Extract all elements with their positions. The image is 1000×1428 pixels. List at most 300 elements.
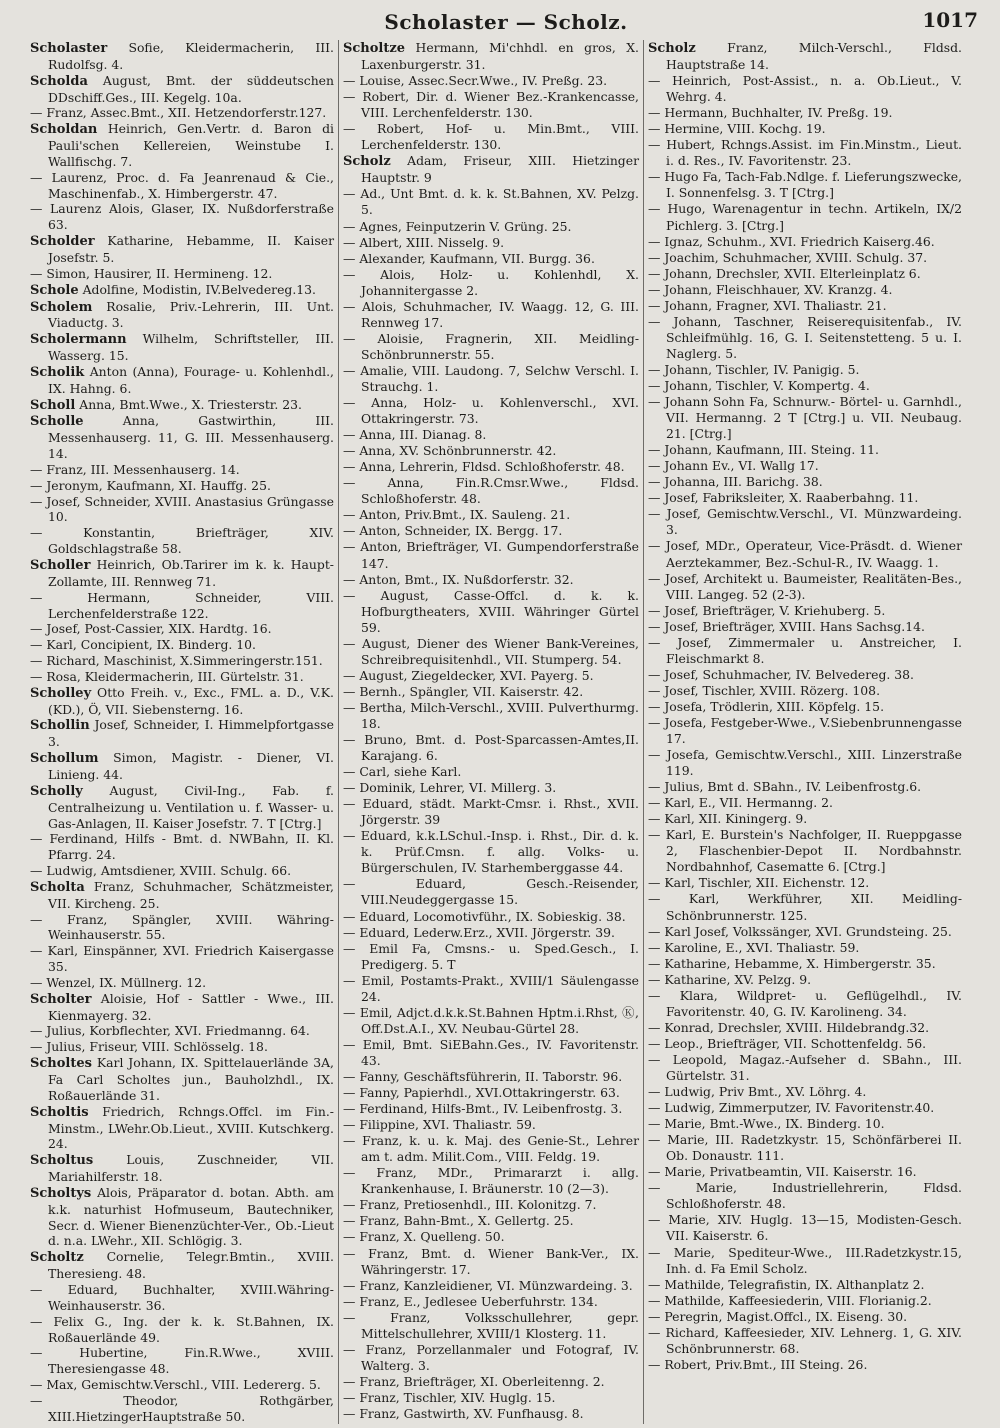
directory-entry xyxy=(648,73,962,105)
directory-entry xyxy=(30,975,334,991)
entry-surname: Scholtys xyxy=(30,1185,92,1201)
directory-entry xyxy=(343,235,639,251)
entry-text: — Klara, Wildpret- u. Geflügelhdl., IV. Favoritenstr. 40, G. IV. Karolineng. 34. xyxy=(648,987,962,1019)
entry-text: — Carl, siehe Karl. xyxy=(343,764,462,780)
directory-entry xyxy=(648,282,962,298)
directory-entry xyxy=(30,201,334,233)
directory-entry xyxy=(343,443,639,459)
directory-entry xyxy=(30,121,334,170)
entry-text: — Joachim, Schuhmacher, XVIII. Schulg. 37. xyxy=(648,249,928,265)
directory-entry xyxy=(648,715,962,747)
entry-text: — Anton, Bmt., IX. Nußdorferstr. 32. xyxy=(343,571,574,587)
directory-entry xyxy=(343,684,639,700)
entry-text: — Josef, Tischler, XVIII. Rözerg. 108. xyxy=(648,682,881,698)
directory-entry xyxy=(648,1277,962,1293)
directory-entry xyxy=(343,1165,639,1197)
directory-entry xyxy=(343,1213,639,1229)
entry-surname: Scholda xyxy=(30,73,88,89)
entry-text: Sofie, Kleidermacherin, III. Rudolfsg. 4. xyxy=(48,40,334,72)
directory-entry xyxy=(30,331,334,364)
column-2 xyxy=(339,40,644,1424)
directory-entry xyxy=(648,1132,962,1164)
directory-entry xyxy=(648,458,962,474)
entry-surname: Scholtus xyxy=(30,1153,94,1169)
entry-text: — Julius, Bmt d. SBahn., IV. Leibenfrostg.6. xyxy=(648,779,922,795)
entry-surname: Scholz xyxy=(648,41,696,56)
directory-entry xyxy=(648,169,962,201)
directory-entry xyxy=(648,1180,962,1212)
directory-entry xyxy=(30,1023,334,1039)
entry-surname: Scholtis xyxy=(30,1104,89,1120)
directory-entry xyxy=(30,282,334,299)
directory-entry xyxy=(343,973,639,1005)
directory-entry xyxy=(648,603,962,619)
entry-text: — Alexander, Kaufmann, VII. Burgg. 36. xyxy=(343,250,595,266)
directory-entry xyxy=(30,1314,334,1346)
directory-entry xyxy=(343,507,639,523)
entry-surname: Scholley xyxy=(30,685,92,701)
entry-text: — Johann, Tischler, IV. Panigig. 5. xyxy=(648,361,860,377)
directory-entry xyxy=(343,1229,639,1245)
entry-surname: Scholem xyxy=(30,299,93,315)
entry-text: — Josef, Zimmermaler u. Anstreicher, I. Fleischmarkt 8. xyxy=(648,634,962,666)
directory-entry xyxy=(30,1249,334,1282)
entry-text: Adam, Friseur, XIII. Hietzinger Hauptstr. 9 xyxy=(361,153,639,186)
entry-surname: Scholder xyxy=(30,234,95,250)
directory-entry xyxy=(30,494,334,526)
entry-text: — Eduard, Gesch.-Reisender, VIII.Neudeggergasse 15. xyxy=(343,876,639,908)
entry-text: — Eduard, k.k.LSchul.-Insp. i. Rhst., Dir. d. k. k. Prüf.Cmsn. f. allg. Volks- u. Bürgerschulen, IV. Starhemberggasse 44. xyxy=(343,828,639,876)
entry-text: — Albert, XIII. Nisselg. 9. xyxy=(343,234,505,250)
entry-text: — Hugo Fa, Tach-Fab.Ndlge. f. Lieferungszwecke, I. Sonnenfelsg. 3. T [Ctrg.] xyxy=(648,169,962,201)
directory-entry xyxy=(30,1055,334,1104)
entry-surname: Schole xyxy=(30,282,79,298)
entry-text: — Anna, XV. Schönbrunnerstr. 42. xyxy=(343,443,557,459)
entry-text: — Josef, Schuhmacher, IV. Belvedereg. 38. xyxy=(648,666,914,682)
entry-text: — Franz, Porzellanmaler und Fotograf, IV. Walterg. 3. xyxy=(343,1341,639,1373)
entry-text: — Franz, Assec.Bmt., XII. Hetzendorferstr.127. xyxy=(30,105,327,121)
entry-surname: Scholl xyxy=(30,397,76,413)
entry-text: — Julius, Friseur, VIII. Schlösselg. 18. xyxy=(30,1039,268,1055)
entry-text: — Johanna, III. Barichg. 38. xyxy=(648,474,823,490)
column-1 xyxy=(26,40,339,1424)
directory-entry xyxy=(343,876,639,908)
directory-entry xyxy=(343,1342,639,1374)
directory-entry xyxy=(30,525,334,557)
entry-text: — Amalie, VIII. Laudong. 7, Selchw Verschl. I. Strauchg. 1. xyxy=(343,362,639,394)
entry-text: — Katharine, XV. Pelzg. 9. xyxy=(648,971,812,987)
directory-entry xyxy=(30,669,334,685)
directory-entry xyxy=(343,1101,639,1117)
entry-text: — Ferdinand, Hilfs - Bmt. d. NWBahn, II. Kl. Pfarrg. 24. xyxy=(30,831,334,863)
directory-entry xyxy=(30,1345,334,1377)
directory-entry xyxy=(648,1084,962,1100)
entry-text: — Johann Sohn Fa, Schnurw.- Börtel- u. Garnhdl., VII. Hermanng. 2 T [Ctrg.] u. VII. Neubaug. 21. [Ctrg.] xyxy=(648,394,962,442)
entry-text: — Heinrich, Post-Assist., n. a. Ob.Lieut., V. Wehrg. 4. xyxy=(648,73,962,105)
directory-entry xyxy=(648,924,962,940)
directory-entry xyxy=(648,699,962,715)
entry-text: — Robert, Dir. d. Wiener Bez.-Krankencasse, VIII. Lerchenfelderstr. 130. xyxy=(343,89,639,121)
directory-entry xyxy=(648,378,962,394)
entry-text: — Franz, Volksschullehrer, gepr. Mittelschullehrer, XVIII/1 Klosterg. 11. xyxy=(343,1309,639,1341)
directory-entry xyxy=(648,538,962,570)
entry-text: — Eduard, Buchhalter, XVIII.Währing-Weinhauserstr. 36. xyxy=(30,1281,334,1313)
entry-text: — Franz, III. Messenhauserg. 14. xyxy=(30,461,240,477)
directory-entry xyxy=(30,266,334,282)
entry-text: — Josef, Post-Cassier, XIX. Hardtg. 16. xyxy=(30,621,272,637)
entry-text: — Josef, Schneider, XVIII. Anastasius Grüngasse 10. xyxy=(30,493,334,525)
directory-entry xyxy=(648,1293,962,1309)
entry-text: Anton (Anna), Fourage- u. Kohlenhdl., IX. Hahng. 6. xyxy=(48,363,334,396)
directory-entry xyxy=(343,459,639,475)
entry-text: — August, Diener des Wiener Bank-Vereines, Schreibrequisitenhdl., VII. Stumperg. 54. xyxy=(343,635,639,667)
directory-entry xyxy=(343,909,639,925)
entry-text: — Eduard, städt. Markt-Cmsr. i. Rhst., XVII. Jörgerstr. 39 xyxy=(343,796,639,828)
directory-entry xyxy=(343,73,639,89)
entry-text: — Richard, Kaffeesieder, XIV. Lehnerg. 1, G. XIV. Schönbrunnerstr. 68. xyxy=(648,1324,962,1356)
entry-text: — Wenzel, IX. Müllnerg. 12. xyxy=(30,974,207,990)
directory-entry xyxy=(343,121,639,153)
entry-text: — Marie, XIV. Huglg. 13—15, Modisten-Gesch. VII. Kaiserstr. 6. xyxy=(648,1212,962,1244)
entry-surname: Scholtz xyxy=(30,1250,84,1266)
directory-entry xyxy=(648,201,962,233)
entry-text: — Johann, Fragner, XVI. Thaliastr. 21. xyxy=(648,297,887,313)
entry-text: — Peregrin, Magist.Offcl., IX. Eiseng. 30. xyxy=(648,1308,908,1324)
directory-entry xyxy=(30,863,334,879)
directory-entry xyxy=(343,299,639,331)
directory-entry xyxy=(30,105,334,121)
entry-text: — Rosa, Kleidermacherin, III. Gürtelstr. 31. xyxy=(30,668,304,684)
entry-text: Rosalie, Priv.-Lehrerin, III. Unt. Viaductg. 3. xyxy=(48,298,334,331)
entry-text: — Max, Gemischtw.Verschl., VIII. Ledererg. 5. xyxy=(30,1377,321,1393)
entry-text: — Johann, Fleischhauer, XV. Kranzg. 4. xyxy=(648,281,893,297)
directory-entry xyxy=(648,956,962,972)
directory-entry xyxy=(30,40,334,73)
directory-entry xyxy=(30,364,334,397)
entry-text: — Hubert, Rchngs.Assist. im Fin.Minstm., Lieut. i. d. Res., IV. Favoritenstr. 23. xyxy=(648,137,962,169)
entry-text: — Karl, XII. Kiningerg. 9. xyxy=(648,811,808,827)
entry-text: — Johann, Kaufmann, III. Steing. 11. xyxy=(648,442,879,458)
directory-entry xyxy=(648,1036,962,1052)
directory-entry xyxy=(343,700,639,732)
directory-entry xyxy=(648,811,962,827)
directory-entry xyxy=(343,153,639,186)
directory-entry xyxy=(30,557,334,590)
directory-entry xyxy=(343,395,639,427)
directory-entry xyxy=(343,1005,639,1037)
directory-entry xyxy=(648,266,962,282)
directory-entry xyxy=(343,1133,639,1165)
entry-text: Simon, Magistr. - Diener, VI. Linieng. 44. xyxy=(48,750,334,782)
entry-text: — Alois, Holz- u. Kohlenhdl, X. Johannitergasse 2. xyxy=(343,266,639,298)
directory-entry xyxy=(343,572,639,588)
entry-text: — Simon, Hausirer, II. Hermineng. 12. xyxy=(30,265,273,281)
entry-text: — Karl, E., VII. Hermanng. 2. xyxy=(648,795,834,811)
entry-text: — Laurenz Alois, Glaser, IX. Nußdorferstraße 63. xyxy=(30,201,334,233)
directory-entry xyxy=(30,233,334,266)
entry-text: — Josef, Briefträger, V. Kriehuberg. 5. xyxy=(648,602,886,618)
entry-text: — Josef, MDr., Operateur, Vice-Präsdt. d. Wiener Aerztekammer, Bez.-Schul-R., IV. Waagg. 1. xyxy=(648,538,962,570)
entry-text: — Franz, Tischler, XIV. Huglg. 15. xyxy=(343,1389,556,1405)
entry-text: — Bruno, Bmt. d. Post-Sparcassen-Amtes,II. Karajang. 6. xyxy=(343,732,639,764)
directory-entry xyxy=(648,474,962,490)
directory-entry xyxy=(30,397,334,414)
entry-text: — Karl, Concipient, IX. Binderg. 10. xyxy=(30,637,256,653)
entry-text: — Franz, MDr., Primararzt i. allg. Krankenhause, I. Bräunerstr. 10 (2—3). xyxy=(343,1165,639,1197)
directory-entry xyxy=(30,1104,334,1153)
directory-entry xyxy=(648,619,962,635)
directory-entry xyxy=(30,991,334,1024)
entry-text: — Hubertine, Fin.R.Wwe., XVIII. Theresiengasse 48. xyxy=(30,1345,334,1377)
directory-entry xyxy=(30,1039,334,1055)
entry-text: — Mathilde, Kaffeesiederin, VIII. Florianig.2. xyxy=(648,1292,932,1308)
directory-entry xyxy=(343,1390,639,1406)
entry-text: — Ferdinand, Hilfs-Bmt., IV. Leibenfrostg. 3. xyxy=(343,1101,623,1117)
directory-entry xyxy=(343,1117,639,1133)
entry-text: — Anna, III. Dianag. 8. xyxy=(343,427,487,443)
entry-text: — Julius, Korbflechter, XVI. Friedmanng. 64. xyxy=(30,1023,310,1039)
entry-surname: Scholik xyxy=(30,364,85,380)
entry-text: — Filippine, XVI. Thaliastr. 59. xyxy=(343,1117,536,1133)
entry-text: — Franz, Bahn-Bmt., X. Gellertg. 25. xyxy=(343,1213,574,1229)
entry-surname: Scholle xyxy=(30,414,84,430)
entry-text: Wilhelm, Schriftsteller, III. Wasserg. 15. xyxy=(48,331,334,364)
directory-entry xyxy=(648,1212,962,1244)
directory-entry xyxy=(648,250,962,266)
entry-text: — Emil, Postamts-Prakt., XVIII/1 Säulengasse 24. xyxy=(343,972,639,1004)
entry-text: — Alois, Schuhmacher, IV. Waagg. 12, G. III. Rennweg 17. xyxy=(343,298,639,330)
directory-entry xyxy=(648,1116,962,1132)
directory-entry xyxy=(648,779,962,795)
entry-text: — Bertha, Milch-Verschl., XVIII. Pulverthurmg. 18. xyxy=(343,699,639,731)
entry-text: — Fanny, Papierhdl., XVI.Ottakringerstr. 63. xyxy=(343,1085,620,1101)
entry-text: — Eduard, Locomotivführ., IX. Sobieskig. 38. xyxy=(343,908,626,924)
entry-text: — Leopold, Magaz.-Aufseher d. SBahn., III. Gürtelstr. 31. xyxy=(648,1051,962,1083)
entry-text: Katharine, Hebamme, II. Kaiser Josefstr. 5. xyxy=(48,233,334,265)
directory-entry xyxy=(30,1282,334,1314)
directory-entry xyxy=(343,1069,639,1085)
entry-text: — Felix G., Ing. der k. k. St.Bahnen, IX. Roßauerlände 49. xyxy=(30,1313,334,1345)
entry-text: — Theodor, Rothgärber, XIII.HietzingerHauptstraße 50. xyxy=(30,1392,334,1424)
entry-text: Franz, Milch-Verschl., Fldsd. Hauptstraße 14. xyxy=(666,40,962,73)
entry-text: — Fanny, Geschäftsführerin, II. Taborstr. 96. xyxy=(343,1069,623,1084)
entry-text: — Louise, Assec.Secr.Wwe., IV. Preßg. 23. xyxy=(343,73,608,89)
directory-entry xyxy=(30,413,334,462)
directory-entry xyxy=(343,363,639,395)
directory-entry xyxy=(343,668,639,684)
entry-text: Anna, Gastwirthin, III. Messenhauserg. 11, G. III. Messenhauserg. 14. xyxy=(48,413,334,462)
entry-text: — Karl, Werkführer, XII. Meidling-Schönbrunnerstr. 125. xyxy=(648,891,962,923)
entry-text: — Franz, Kanzleidiener, VI. Münzwardeing. 3. xyxy=(343,1277,633,1293)
entry-text: — Jeronym, Kaufmann, XI. Hauffg. 25. xyxy=(30,477,271,493)
directory-columns xyxy=(26,40,986,1424)
entry-surname: Schollin xyxy=(30,718,90,734)
directory-entry xyxy=(30,653,334,669)
directory-entry xyxy=(648,298,962,314)
directory-entry xyxy=(648,1245,962,1277)
entry-text: Friedrich, Rchngs.Offcl. im Fin.-Minstm., LWehr.Ob.Lieut., XVIII. Kutschkerg. 24. xyxy=(48,1103,334,1152)
directory-entry xyxy=(648,940,962,956)
entry-text: — Marie, Bmt.-Wwe., IX. Binderg. 10. xyxy=(648,1116,885,1132)
entry-text: — Josef, Briefträger, XVIII. Hans Sachsg.14. xyxy=(648,618,925,634)
entry-text: — Ludwig, Amtsdiener, XVIII. Schulg. 66. xyxy=(30,863,292,879)
directory-entry xyxy=(343,331,639,363)
entry-text: — Anna, Lehrerin, Fldsd. Schloßhoferstr. 48. xyxy=(343,459,625,475)
directory-entry xyxy=(30,73,334,106)
entry-surname: Scholdan xyxy=(30,122,98,138)
directory-entry xyxy=(648,234,962,250)
entry-surname: Scholaster xyxy=(30,41,108,56)
directory-entry xyxy=(30,637,334,653)
directory-entry xyxy=(30,590,334,622)
entry-text: — Josef, Fabriksleiter, X. Raaberbahng. 11. xyxy=(648,490,919,506)
directory-entry xyxy=(343,1085,639,1101)
directory-entry xyxy=(343,89,639,121)
entry-text: — Ad., Unt Bmt. d. k. k. St.Bahnen, XV. Pelzg. 5. xyxy=(343,186,639,218)
entry-text: — Franz, Briefträger, XI. Oberleitenng. 2. xyxy=(343,1373,605,1389)
entry-text: — Anna, Holz- u. Kohlenverschl., XVI. Ottakringerstr. 73. xyxy=(343,395,639,427)
directory-entry xyxy=(648,827,962,875)
directory-entry xyxy=(648,891,962,923)
directory-entry xyxy=(343,1037,639,1069)
directory-entry xyxy=(343,764,639,780)
entry-text: — Eduard, Lederw.Erz., XVII. Jörgerstr. 39. xyxy=(343,924,615,940)
directory-entry xyxy=(30,717,334,750)
page-header xyxy=(26,6,986,40)
entry-surname: Scholtze xyxy=(343,41,406,56)
directory-entry xyxy=(648,1164,962,1180)
directory-entry xyxy=(343,796,639,828)
entry-text: — Josefa, Trödlerin, XIII. Köpfelg. 15. xyxy=(648,698,885,714)
directory-entry xyxy=(648,683,962,699)
directory-entry xyxy=(30,912,334,944)
directory-entry xyxy=(648,667,962,683)
entry-text: — Dominik, Lehrer, VI. Millerg. 3. xyxy=(343,780,557,796)
directory-entry xyxy=(343,1310,639,1342)
entry-text: — Johann, Drechsler, XVII. Elterleinplatz 6. xyxy=(648,265,921,281)
entry-text: — Konrad, Drechsler, XVIII. Hildebrandg.32. xyxy=(648,1019,930,1035)
directory-entry xyxy=(648,40,962,73)
directory-entry xyxy=(30,478,334,494)
column-3 xyxy=(644,40,966,1424)
entry-text: — Karl, E. Burstein's Nachfolger, II. Rueppgasse 2, Flaschenbier-Depot II. Nordbahnstr. Nordbahnhof, Casematte 6. [Ctrg.] xyxy=(648,827,962,875)
directory-entry xyxy=(30,1185,334,1249)
directory-entry xyxy=(343,523,639,539)
entry-text: Louis, Zuschneider, VII. Mariahilferstr. 18. xyxy=(48,1152,334,1185)
entry-text: August, Civil-Ing., Fab. f. Centralheizung u. Ventilation u. f. Wasser- u. Gas-Anlagen, II. Kaiser Josefstr. 7. T [Ctrg.] xyxy=(48,782,334,831)
directory-entry xyxy=(30,943,334,975)
entry-surname: Scholermann xyxy=(30,332,127,348)
entry-text: — Ludwig, Zimmerputzer, IV. Favoritenstr.40. xyxy=(648,1100,935,1116)
directory-entry xyxy=(343,40,639,73)
directory-entry xyxy=(30,621,334,637)
directory-entry xyxy=(343,1278,639,1294)
directory-entry xyxy=(343,1294,639,1310)
entry-text: — Emil, Adjct.d.k.k.St.Bahnen Hptm.i.Rhst, Ⓚ, Off.Dst.A.I., XV. Neubau-Gürtel 28. xyxy=(343,1004,639,1036)
entry-text: Hermann, Mi'chhdl. en gros, X. Laxenburgerstr. 31. xyxy=(361,40,639,73)
entry-surname: Scholler xyxy=(30,558,91,573)
directory-entry xyxy=(343,251,639,267)
entry-text: Heinrich, Ob.Tarirer im k. k. Haupt-Zollamte, III. Rennweg 71. xyxy=(48,557,334,589)
directory-entry xyxy=(648,1100,962,1116)
directory-entry xyxy=(30,685,334,718)
entry-surname: Scholz xyxy=(343,154,391,170)
directory-entry xyxy=(648,121,962,137)
entry-surname: Scholta xyxy=(30,879,85,895)
entry-text: — Karl Josef, Volkssänger, XVI. Grundsteing. 25. xyxy=(648,923,952,939)
directory-entry xyxy=(343,1374,639,1390)
entry-text: — Franz, Spängler, XVIII. Währing-Weinhauserstr. 55. xyxy=(30,911,334,943)
directory-entry xyxy=(30,831,334,863)
directory-entry xyxy=(648,1325,962,1357)
entry-surname: Scholly xyxy=(30,783,83,799)
entry-text: — Marie, Privatbeamtin, VII. Kaiserstr. 16. xyxy=(648,1164,917,1180)
directory-entry xyxy=(30,1377,334,1393)
entry-text: — Johann Ev., VI. Wallg 17. xyxy=(648,458,819,474)
directory-entry xyxy=(648,988,962,1020)
directory-entry xyxy=(30,750,334,783)
directory-entry xyxy=(648,362,962,378)
directory-entry xyxy=(30,879,334,912)
entry-text: — Ignaz, Schuhm., XVI. Friedrich Kaiserg.46. xyxy=(648,233,935,249)
entry-text: Aloisie, Hof - Sattler - Wwe., III. Kienmayerg. 32. xyxy=(48,990,334,1023)
entry-text: — Franz, Gastwirth, XV. Funfhausg. 8. xyxy=(343,1405,584,1421)
directory-entry xyxy=(648,972,962,988)
directory-entry xyxy=(343,186,639,218)
entry-text: — Marie, Industriellehrerin, Fldsd. Schloßhoferstr. 48. xyxy=(648,1180,962,1212)
entry-text: — Marie, Spediteur-Wwe., III.Radetzkystr.15, Inh. d. Fa Emil Scholz. xyxy=(648,1244,962,1276)
entry-text: — Emil Fa, Cmsns.- u. Sped.Gesch., I. Predigerg. 5. T xyxy=(343,940,639,972)
entry-text: — Konstantin, Briefträger, XIV. Goldschlagstraße 58. xyxy=(30,525,334,557)
entry-text: — Anton, Schneider, IX. Bergg. 17. xyxy=(343,523,563,539)
directory-entry xyxy=(648,1357,962,1373)
directory-entry xyxy=(343,475,639,507)
directory-entry xyxy=(648,506,962,538)
entry-text: — Johann, Taschner, Reiserequisitenfab., IV. Schleifmühlg. 16, G. I. Seitenstetteng. 5 u. I. Naglerg. 5. xyxy=(648,313,962,361)
entry-text: Adolfine, Modistin, IV.Belvedereg.13. xyxy=(78,281,316,297)
directory-entry xyxy=(648,137,962,169)
entry-text: — Johann, Tischler, V. Kompertg. 4. xyxy=(648,377,870,393)
entry-text: Karl Johann, IX. Spittelauerlände 3A, Fa Carl Scholtes jun., Bauholzhdl., IX. Roßauerlände 31. xyxy=(48,1055,334,1103)
directory-entry xyxy=(343,941,639,973)
entry-text: — Agnes, Feinputzerin V. Grüng. 25. xyxy=(343,218,572,234)
entry-surname: Scholter xyxy=(30,991,92,1007)
entry-text: — Franz, E., Jedlesee Ueberfuhrstr. 134. xyxy=(343,1293,598,1309)
entry-text: Heinrich, Gen.Vertr. d. Baron di Pauli'schen Kellereien, Weinstube I. Wallfischg. 7. xyxy=(48,121,334,169)
entry-text: — Marie, III. Radetzkystr. 15, Schönfärberei II. Ob. Donaustr. 111. xyxy=(648,1132,962,1164)
entry-text: — Hermann, Schneider, VIII. Lerchenfelderstraße 122. xyxy=(30,589,334,621)
entry-text: Franz, Schuhmacher, Schätzmeister, VII. Kircheng. 25. xyxy=(48,878,334,911)
directory-entry xyxy=(648,635,962,667)
directory-entry xyxy=(343,1246,639,1278)
entry-surname: Scholtes xyxy=(30,1056,92,1072)
entry-text: — Leop., Briefträger, VII. Schottenfeldg. 56. xyxy=(648,1035,927,1051)
entry-text: — Mathilde, Telegrafistin, IX. Althanplatz 2. xyxy=(648,1276,925,1292)
entry-text: — Laurenz, Proc. d. Fa Jeanrenaud & Cie., Maschinenfab., X. Himbergerstr. 47. xyxy=(30,169,334,201)
directory-entry xyxy=(343,1197,639,1213)
entry-text: — Franz, k. u. k. Maj. des Genie-St., Lehrer am t. adm. Milit.Com., VIII. Feldg. 19. xyxy=(343,1133,639,1165)
entry-text: — Karl, Einspänner, XVI. Friedrich Kaisergasse 35. xyxy=(30,943,334,975)
directory-entry xyxy=(30,299,334,332)
entry-text: — Robert, Priv.Bmt., III Steing. 26. xyxy=(648,1356,868,1372)
directory-entry xyxy=(648,1020,962,1036)
directory-entry xyxy=(343,427,639,443)
directory-entry xyxy=(343,780,639,796)
entry-text: — Franz, Pretiosenhdl., III. Kolonitzg. 7. xyxy=(343,1197,597,1213)
directory-entry xyxy=(648,875,962,891)
directory-entry xyxy=(30,1393,334,1425)
entry-text: — Karl, Tischler, XII. Eichenstr. 12. xyxy=(648,875,870,891)
